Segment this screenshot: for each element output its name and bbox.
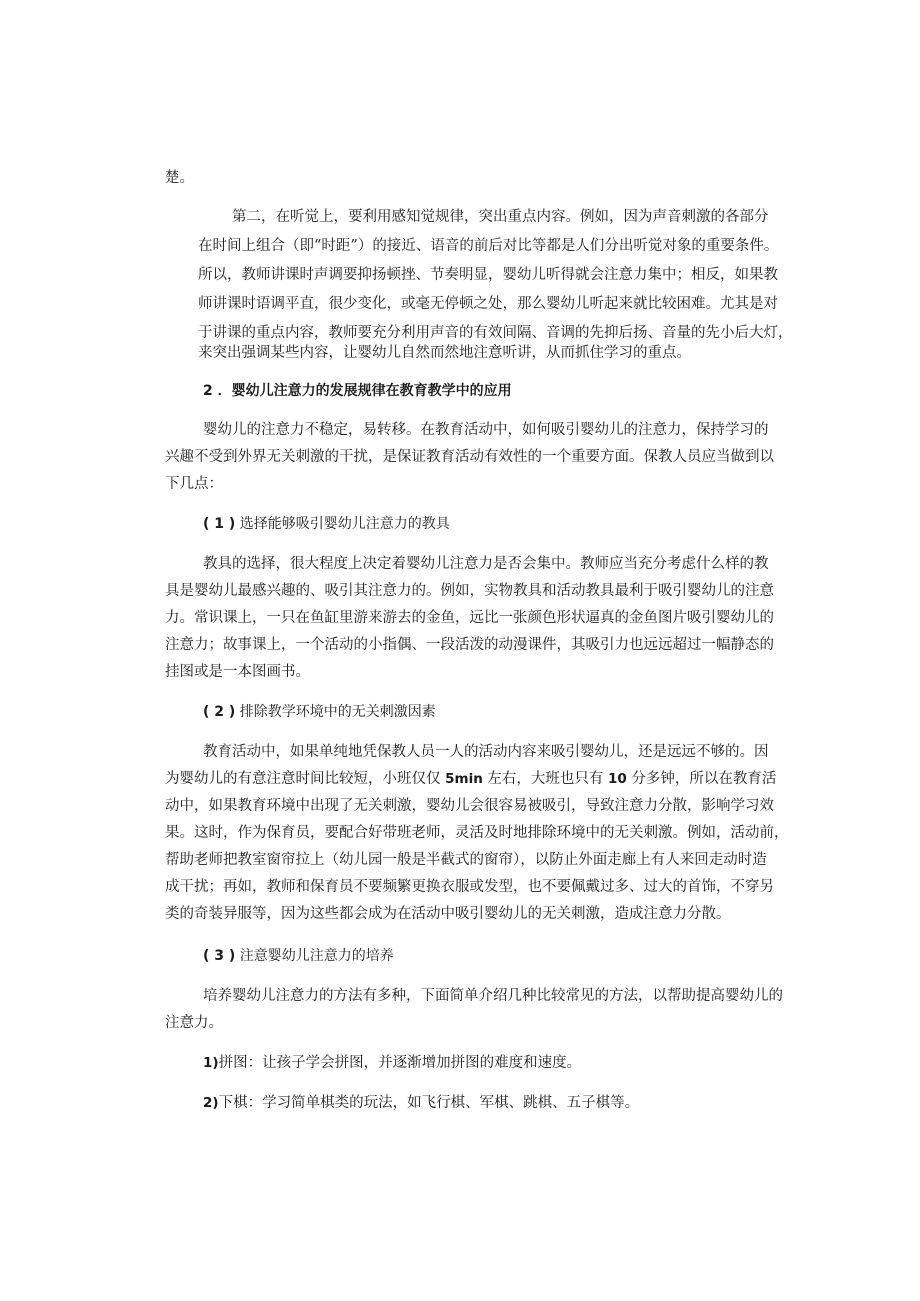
paragraph-line: [165, 769, 776, 789]
subheading: [203, 946, 394, 966]
subheading-number: ( 3 ): [203, 948, 236, 964]
paragraph-line: 在时间上组合（即“时距”）的接近、语音的前后对比等都是人们分出听觉对象的重要条件。: [198, 238, 779, 254]
paragraph-line: 教育活动中，如果单纯地凭保教人员一人的活动内容来吸引婴幼儿，还是远远不够的。因: [203, 744, 769, 760]
subheading: [203, 702, 436, 722]
subheading-text: 注意婴幼儿注意力的培养: [235, 948, 394, 964]
text-run-bold: 5min: [445, 771, 483, 787]
subheading-text: 选择能够吸引婴幼儿注意力的教具: [235, 516, 450, 532]
text-line: 楚。: [165, 170, 194, 186]
text-run: 左右，大班也只有: [482, 771, 609, 787]
subheading-number: ( 2 ): [203, 704, 236, 720]
paragraph-line: 类的奇装异服等，因为这些都会成为在活动中吸引婴幼儿的无关刺激，造成注意力分散。: [165, 906, 731, 922]
subheading: [203, 514, 450, 534]
paragraph-line: 挂图或是一本图画书。: [165, 664, 310, 680]
paragraph-line: 第二，在听觉上，要利用感知觉规律，突出重点内容。例如，因为声音刺激的各部分: [232, 209, 769, 225]
paragraph-line: 于讲课的重点内容，教师要充分利用声音的有效间隔、音调的先抑后扬、音量的先小后大灯，: [198, 325, 793, 341]
list-item-text: 拼图：让孩子学会拼图，并逐渐增加拼图的难度和速度。: [218, 1055, 582, 1071]
paragraph-line: 帮助老师把教室窗帘拉上（幼儿园一般是半截式的窗帘），以防止外面走廊上有人来回走动时造: [165, 852, 767, 868]
text-run-bold: 10: [608, 771, 627, 787]
paragraph-line: 兴趣不受到外界无关刺激的干扰，是保证教育活动有效性的一个重要方面。保教人员应当做到以: [165, 449, 774, 465]
paragraph-line: 果。这时，作为保育员，要配合好带班老师，灵活及时地排除环境中的无关刺激。例如，活动前，: [165, 825, 789, 841]
paragraph-line: 成干扰；再如，教师和保育员不要频繁更换衣服或发型，也不要佩戴过多、过大的首饰，不穿另: [165, 879, 774, 895]
paragraph-line: 动中，如果教育环境中出现了无关刺激，婴幼儿会很容易被吸引，导致注意力分散，影响学习效: [165, 798, 774, 814]
paragraph-line: 师讲课时语调平直，很少变化，或毫无停顿之处，那么婴幼儿听起来就比较困难。尤其是对: [198, 296, 778, 312]
text-run: 为婴幼儿的有意注意时间比较短，小班仅仅: [165, 771, 446, 787]
paragraph-line: 所以，教师讲课时声调要抑扬顿挫、节奏明显，婴幼儿听得就会注意力集中；相反，如果教: [198, 267, 778, 283]
list-item: [203, 1053, 581, 1073]
paragraph-line: 力。常识课上，一只在鱼缸里游来游去的金鱼，远比一张颜色形状逼真的金鱼图片吸引婴幼儿的: [165, 610, 774, 626]
list-item-number: 1): [203, 1055, 219, 1071]
list-item-text: 下棋：学习简单棋类的玩法，如飞行棋、军棋、跳棋、五子棋等。: [218, 1095, 640, 1111]
paragraph-line: 培养婴幼儿注意力的方法有多种，下面简单介绍几种比较常见的方法，以帮助提高婴幼儿的: [203, 988, 783, 1004]
paragraph-line: 下几点：: [165, 476, 223, 492]
paragraph-line: 教具的选择，很大程度上决定着婴幼儿注意力是否会集中。教师应当充分考虑什么样的教: [203, 556, 769, 572]
subheading-number: ( 1 ): [203, 516, 236, 532]
paragraph-line: 具是婴幼儿最感兴趣的、吸引其注意力的。例如，实物教具和活动教具最利于吸引婴幼儿的注意: [165, 583, 774, 599]
paragraph-line: 来突出强调某些内容，让婴幼儿自然而然地注意听讲，从而抓住学习的重点。: [198, 345, 691, 361]
subheading-text: 排除教学环境中的无关刺激因素: [235, 704, 436, 720]
list-item: [203, 1093, 639, 1113]
paragraph-line: 注意力。: [165, 1015, 223, 1031]
text-run: 分多钟，所以在教育活: [626, 771, 777, 787]
section-heading: 2 ．婴幼儿注意力的发展规律在教育教学中的应用: [203, 383, 512, 399]
list-item-number: 2): [203, 1095, 219, 1111]
paragraph-line: 婴幼儿的注意力不稳定，易转移。在教育活动中，如何吸引婴幼儿的注意力，保持学习的: [203, 422, 769, 438]
paragraph-line: 注意力；故事课上，一个活动的小指偶、一段活泼的动漫课件，其吸引力也远远超过一幅静态的: [165, 637, 774, 653]
